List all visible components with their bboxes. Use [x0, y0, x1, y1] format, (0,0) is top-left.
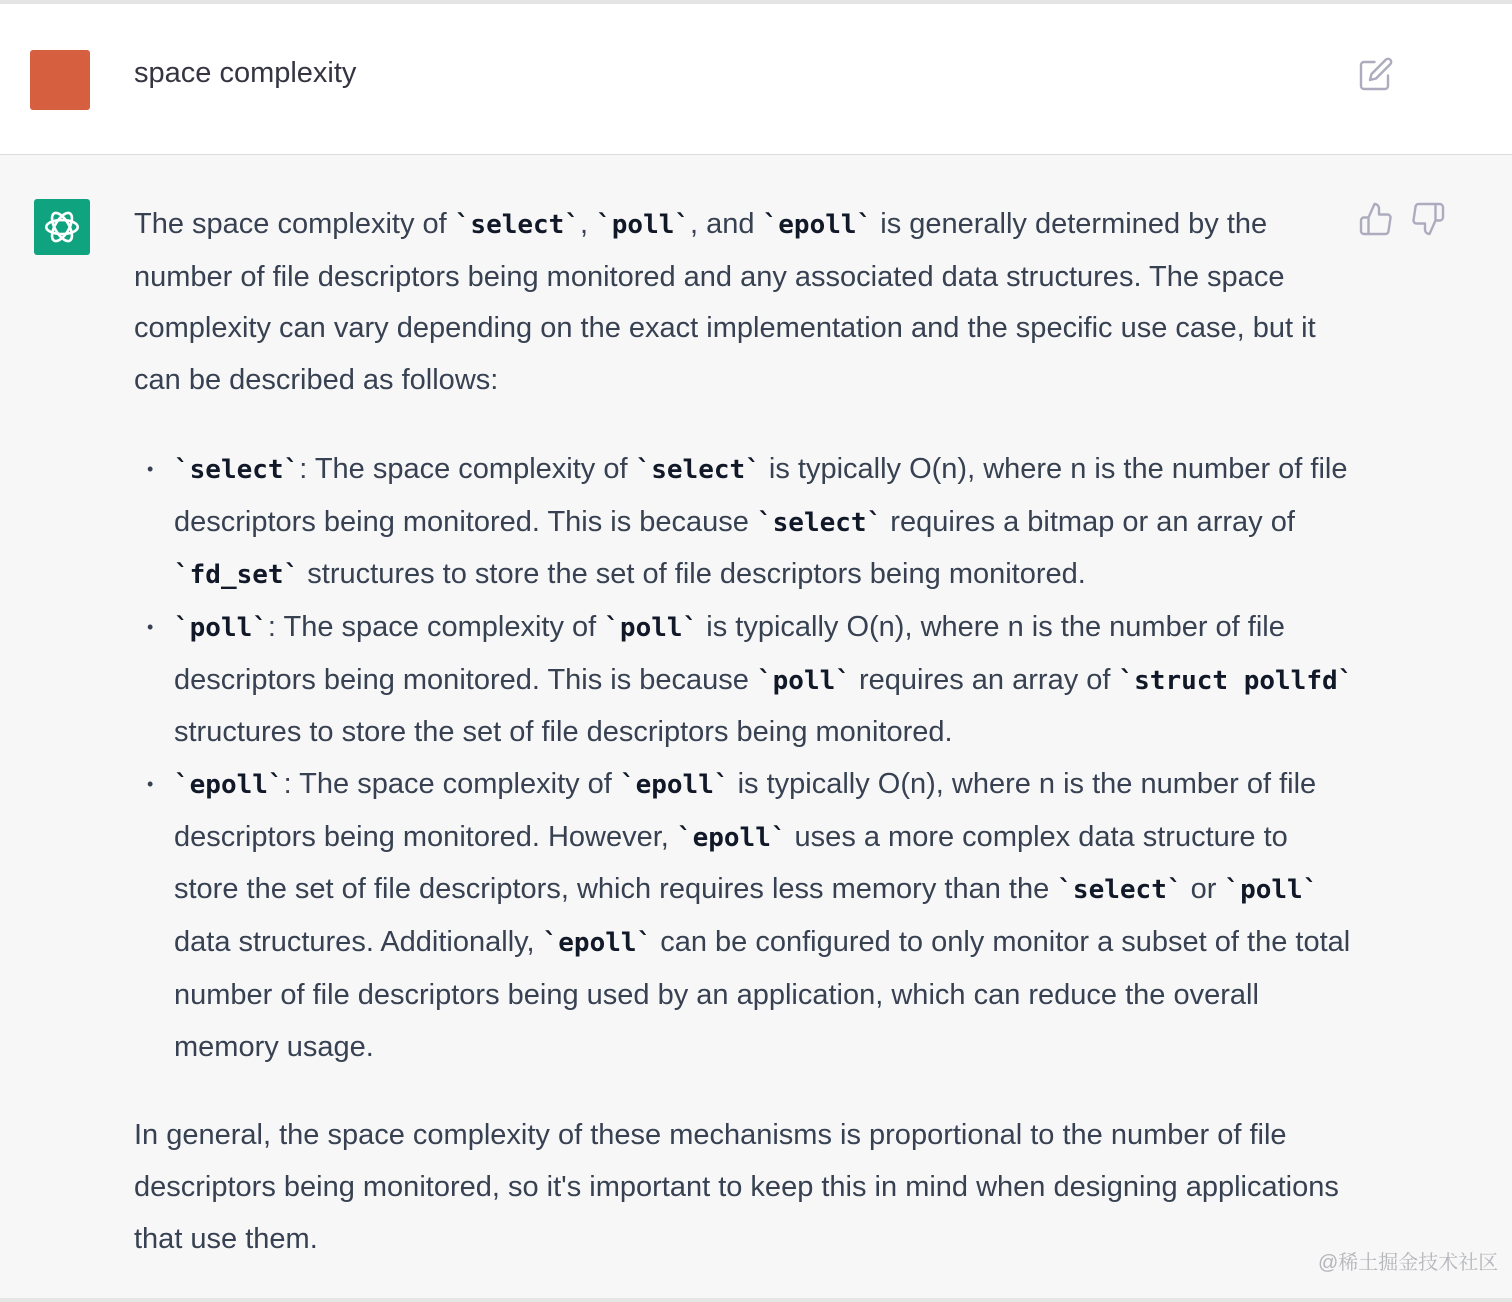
list-item: [147, 444, 1354, 602]
thumbs-down-icon[interactable]: [1410, 201, 1446, 237]
thumbs-up-icon[interactable]: [1358, 201, 1394, 237]
inline-code: `poll`: [604, 612, 699, 643]
answer-intro: [134, 199, 1354, 407]
inline-code: `epoll`: [174, 770, 284, 801]
assistant-message-row: [0, 155, 1512, 1302]
inline-code: `select`: [635, 454, 761, 485]
list-text: requires a bitmap or an array of: [882, 505, 1295, 538]
watermark: @稀土掘金技术社区: [1318, 1252, 1499, 1274]
assistant-answer: [134, 199, 1354, 1265]
inline-code: `epoll`: [762, 210, 873, 240]
inline-code: `epoll`: [676, 822, 787, 853]
list-text: : The space complexity of: [267, 610, 605, 643]
user-avatar: [30, 50, 90, 110]
list-text: uses a more complex data structure to store the set of file descriptors, which requires less memory than the: [174, 820, 1288, 906]
list-text: can be configured to only monitor a subset of the total number of file descriptors being used by an application, which can reduce the overall memory usage.: [174, 926, 1351, 1063]
inline-code: `select`: [757, 507, 883, 538]
inline-code: `select`: [174, 454, 300, 485]
inline-code: `poll`: [174, 612, 268, 643]
list-item: [147, 759, 1354, 1073]
inline-code: `poll`: [757, 665, 851, 696]
list-text: is typically O(n), where n is the number of file descriptors being monitored. However,: [174, 768, 1317, 853]
bullet-icon: •: [147, 458, 154, 479]
user-message-text: space complexity: [134, 57, 357, 89]
inline-code: `epoll`: [542, 928, 653, 959]
list-text: structures to store the set of file descriptors being monitored.: [299, 558, 1086, 591]
openai-logo-icon: [34, 199, 90, 255]
inline-code: `poll`: [1224, 875, 1319, 906]
inline-code: `select`: [454, 210, 580, 240]
list-text: requires an array of: [850, 663, 1119, 696]
list-item: [147, 602, 1354, 759]
answer-bullet-list: [134, 444, 1354, 1073]
bullet-icon: •: [147, 774, 154, 795]
list-text: or: [1182, 873, 1225, 906]
answer-conclusion: In general, the space complexity of these mechanisms is proportional to the number of file descriptors being monitored, so it's important to keep this in mind when designing applications that use them.: [134, 1119, 1339, 1255]
inline-code: `fd_set`: [174, 560, 300, 591]
intro-text: is generally determined by the number of file descriptors being monitored and any associated data structures. The space complexity can vary depending on the exact implementation and the specific use case, but it can be described as follows:: [134, 208, 1316, 397]
bullet-icon: •: [147, 616, 154, 637]
list-text: data structures. Additionally,: [174, 926, 543, 959]
list-text: structures to store the set of file descriptors being monitored.: [174, 716, 953, 749]
edit-pencil-icon[interactable]: [1358, 56, 1394, 92]
list-text: : The space complexity of: [299, 452, 636, 485]
user-message-row: [0, 4, 1512, 155]
bottom-divider: [0, 1298, 1512, 1302]
inline-code: `poll`: [596, 210, 691, 240]
intro-text: The space complexity of: [134, 208, 455, 240]
intro-text: , and: [690, 208, 763, 240]
list-text: : The space complexity of: [283, 768, 620, 801]
list-text: is typically O(n), where n is the number of file descriptors being monitored. This is because: [174, 610, 1285, 696]
list-text: is typically O(n), where n is the number of file descriptors being monitored. This is because: [174, 452, 1348, 538]
inline-code: `select`: [1057, 875, 1183, 906]
intro-text: ,: [580, 208, 597, 240]
inline-code: `struct pollfd`: [1118, 665, 1354, 696]
inline-code: `epoll`: [619, 770, 730, 801]
